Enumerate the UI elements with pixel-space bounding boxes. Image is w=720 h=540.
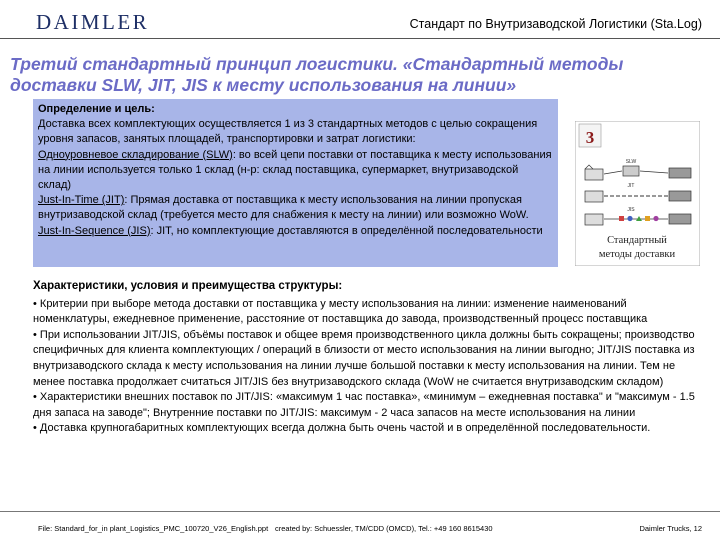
slide-headline: Третий стандартный принцип логистики. «Стандартный методы доставки SLW, JIT, JIS к месту использования на линии»	[10, 54, 624, 95]
jis-term: Just-In-Sequence (JIS)	[38, 224, 151, 237]
definition-intro: Доставка всех комплектующих осуществляется 1 из 3 стандартных методов с целью сокращения уровня запасов, занятых площадей, транспортировки и затрат логистики:	[38, 118, 538, 146]
jis-part-5	[653, 216, 658, 221]
footer-created-by: created by: Schuessler, TM/CDD (OMCD), Tel.: +49 160 8615430	[275, 524, 493, 533]
slw-supplier-icon	[585, 169, 603, 180]
slw-term: Одноуровневое складирование (SLW)	[38, 148, 233, 161]
characteristics-bullet-3: • Характеристики внешних поставок по JIT/JIS: «максимум 1 час поставка», «минимум – ежедневная поставка" и "максимум - 1.5 дня запаса на заводе"; Внутренние поставки по JIT/JIS: максимум - 2 часа запасов на месте использования на линии	[33, 391, 695, 419]
jis-line-icon	[669, 214, 691, 224]
characteristics-bullet-4: • Доставка крупногабаритных комплектующих всегда должна быть очень частой и в определённой последовательности.	[33, 422, 651, 435]
jit-line-icon	[669, 191, 691, 201]
characteristics-bullet-2: • При использовании JIT/JIS, объёмы поставок и общее время производственного цикла должны быть сокращены; производство специфичных для клиента комплектующих / операций в близости от место использования на линии выгодно; JIT/JIS поставка из внутризаводского склада к месту использования на линии лучше большой поставки к месту использования на линии. Тем не менее поставка продолжает считаться JIT/JIS без внутризаводского склада (WoW не считается внутризаводским складом)	[33, 328, 695, 388]
header-divider	[0, 38, 720, 39]
jis-text: : JIT, но комплектующие доставляются в определённой последовательности	[150, 224, 543, 237]
slw-text: : во всей цепи поставки от поставщика к месту использования на линии используется только 1 склад (н-р: склад поставщика, супермаркет, внутризаводской склад)	[38, 148, 552, 192]
slw-warehouse-icon	[623, 166, 639, 176]
delivery-methods-graphic	[575, 121, 700, 266]
graphic-caption-line1: Стандартный	[607, 235, 667, 246]
daimler-logo: DAIMLER	[36, 10, 150, 34]
footer-divider	[0, 511, 720, 512]
footer-file: File: Standard_for_in plant_Logistics_PMC_100720_V26_English.ppt	[38, 524, 269, 533]
jis-label: JIS	[627, 207, 635, 213]
document-title: Стандарт по Внутризаводской Логистики (Sta.Log)	[409, 17, 702, 31]
jis-part-1	[619, 216, 624, 221]
jis-supplier-icon	[585, 214, 603, 225]
jit-label: JIT	[627, 183, 635, 189]
number-3-label: 3	[585, 128, 595, 147]
jit-term: Just-In-Time (JIT)	[38, 194, 125, 207]
characteristics-section	[33, 279, 698, 437]
jit-text: : Прямая доставка от поставщика к месту использования на линии пропуская внутризаводской склад (требуется место для снабжения к месту на линии) или возможно WoW.	[38, 194, 529, 222]
graphic-caption-line2: методы доставки	[598, 249, 676, 260]
jit-supplier-icon	[585, 191, 603, 202]
characteristics-bullet-1: • Критерии при выборе метода доставки от поставщика у месту использования на линии: изменение наименований номенклатуры, ежедневное применение, расстояние от поставщика до завода, производственный процесс поставщика	[33, 297, 648, 326]
slw-label: SLW	[625, 159, 637, 165]
jis-part-4	[645, 216, 650, 221]
footer-company-page: Daimler Trucks, 12	[639, 524, 702, 533]
characteristics-heading: Характеристики, условия и преимущества структуры:	[33, 280, 343, 292]
definition-heading: Определение и цель:	[38, 103, 155, 115]
jis-part-2	[627, 216, 632, 221]
definition-box	[33, 99, 558, 267]
slw-line-icon	[669, 168, 691, 178]
